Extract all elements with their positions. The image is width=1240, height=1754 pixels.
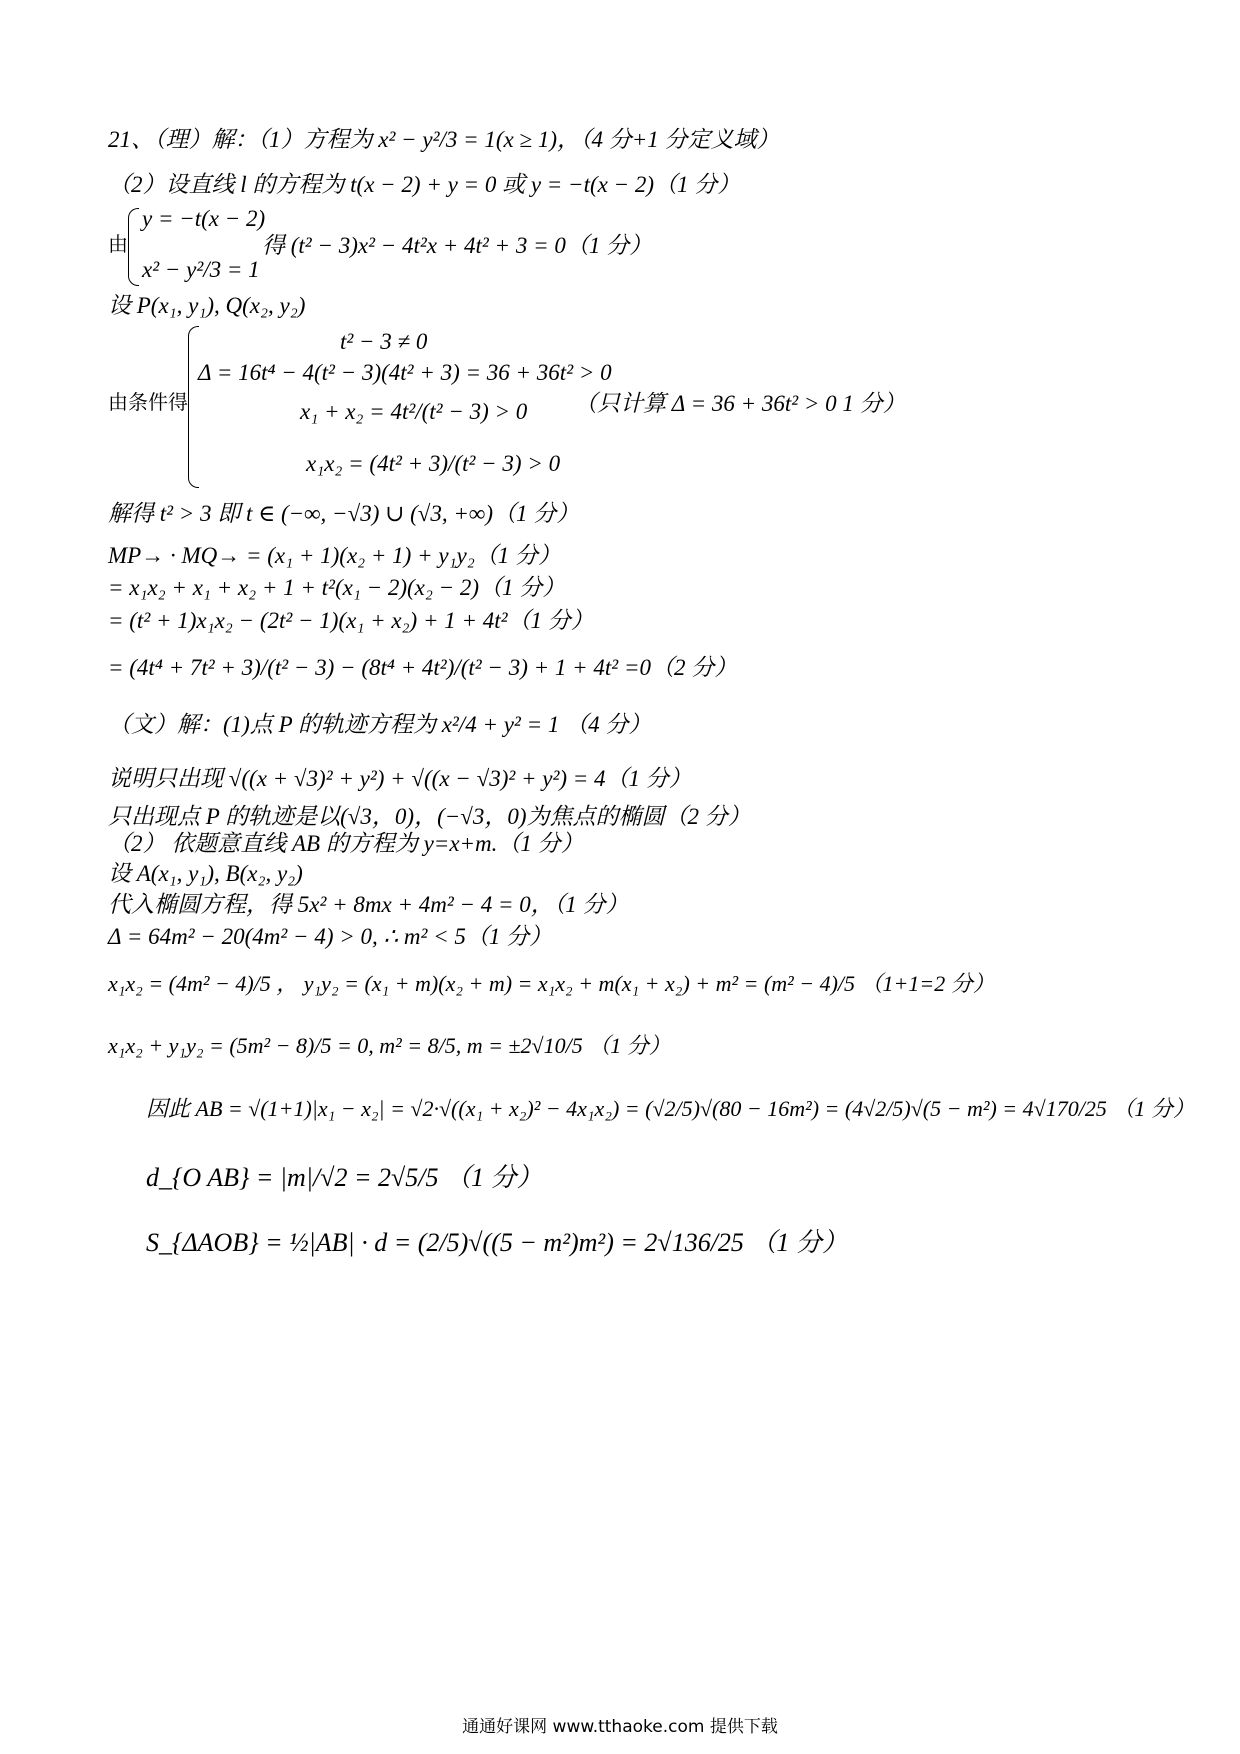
line-line-l-equation: （2）设直线 l 的方程为 t(x − 2) + y = 0 或 y = −t(x − 2)（1 分） bbox=[108, 172, 741, 197]
system-brace-2 bbox=[188, 326, 199, 488]
system-1-eq2: x² − y²/3 = 1 bbox=[142, 257, 260, 282]
line-wen-distance: d_{O AB} = |m|/√2 = 2√5/5 （1 分） bbox=[146, 1163, 543, 1192]
system-brace-1 bbox=[128, 208, 139, 286]
line-wen-m-value: x₁x₂ + y₁y₂ = (5m² − 8)/5 = 0, m² = 8/5, m = ±2√10/5 （1 分） bbox=[108, 1033, 671, 1058]
system-1-result: 得 (t² − 3)x² − 4t²x + 4t² + 3 = 0（1 分） bbox=[262, 233, 653, 258]
footer-source: 通通好课网 www.tthaoke.com 提供下载 bbox=[462, 1717, 778, 1737]
line-wen-ab-length: 因此 AB = √(1+1)|x₁ − x₂| = √2·√((x₁ + x₂)² − 4x₁x₂) = (√2/5)√(80 − 16m²) = (4√2/5)√(5 − m²) = 4√170/25 （1 分） bbox=[146, 1096, 1195, 1121]
system-2-cond2: Δ = 16t⁴ − 4(t² − 3)(4t² + 3) = 36 + 36t² > 0 bbox=[198, 360, 612, 385]
line-expand-2: = (t² + 1)x₁x₂ − (2t² − 1)(x₁ + x₂) + 1 + 4t²（1 分） bbox=[108, 608, 594, 633]
system-2-note: （只计算 Δ = 36 + 36t² > 0 1 分） bbox=[574, 391, 906, 416]
line-dot-product: MP→ · MQ→ = (x₁ + 1)(x₂ + 1) + y₁y₂（1 分） bbox=[108, 543, 562, 568]
line-wen-substitute: 代入椭圆方程，得 5x² + 8mx + 4m² − 4 = 0，（1 分） bbox=[108, 892, 629, 917]
line-wen-delta: Δ = 64m² − 20(4m² − 4) > 0, ∴ m² < 5（1 分） bbox=[108, 924, 553, 949]
system-1-prefix: 由 bbox=[108, 232, 128, 256]
system-2-cond3: x₁ + x₂ = 4t²/(t² − 3) > 0 bbox=[300, 399, 528, 424]
line-wen-ab: （2） 依题意直线 AB 的方程为 y=x+m.（1 分） bbox=[108, 831, 584, 856]
line-result-zero: = (4t⁴ + 7t² + 3)/(t² − 3) − (8t⁴ + 4t²)/(t² − 3) + 1 + 4t² =0（2 分） bbox=[108, 655, 738, 680]
system-1-eq1: y = −t(x − 2) bbox=[142, 206, 266, 231]
line-t-range: 解得 t² > 3 即 t ∈ (−∞, −√3) ∪ (√3, +∞)（1 分） bbox=[108, 501, 580, 526]
line-set-pq: 设 P(x₁, y₁), Q(x₂, y₂) bbox=[108, 293, 306, 318]
line-wen-area: S_{ΔAOB} = ½|AB| · d = (2/5)√((5 − m²)m²) = 2√136/25 （1 分） bbox=[146, 1228, 848, 1257]
line-wen-set-ab: 设 A(x₁, y₁), B(x₂, y₂) bbox=[108, 861, 303, 886]
system-2-prefix: 由条件得 bbox=[108, 390, 188, 414]
line-wen-note-2: 只出现点 P 的轨迹是以(√3，0)，(−√3，0)为焦点的椭圆（2 分） bbox=[108, 804, 751, 829]
line-wen-locus: （文）解：(1)点 P 的轨迹方程为 x²/4 + y² = 1 （4 分） bbox=[108, 712, 652, 737]
system-2-cond4: x₁x₂ = (4t² + 3)/(t² − 3) > 0 bbox=[306, 451, 561, 476]
system-2-cond1: t² − 3 ≠ 0 bbox=[340, 329, 428, 354]
line-expand-1: = x₁x₂ + x₁ + x₂ + 1 + t²(x₁ − 2)(x₂ − 2)（1 分） bbox=[108, 575, 566, 600]
line-wen-products: x₁x₂ = (4m² − 4)/5 ， y₁y₂ = (x₁ + m)(x₂ + m) = x₁x₂ + m(x₁ + x₂) + m² = (m² − 4)/5 （1+1=2 分） bbox=[108, 971, 995, 996]
line-21-li-equation: 21、（理）解：（1）方程为 x² − y²/3 = 1(x ≥ 1)，（4 分+1 分定义域） bbox=[108, 127, 780, 152]
line-wen-note-1: 说明只出现 √((x + √3)² + y²) + √((x − √3)² + y²) = 4（1 分） bbox=[108, 766, 692, 791]
